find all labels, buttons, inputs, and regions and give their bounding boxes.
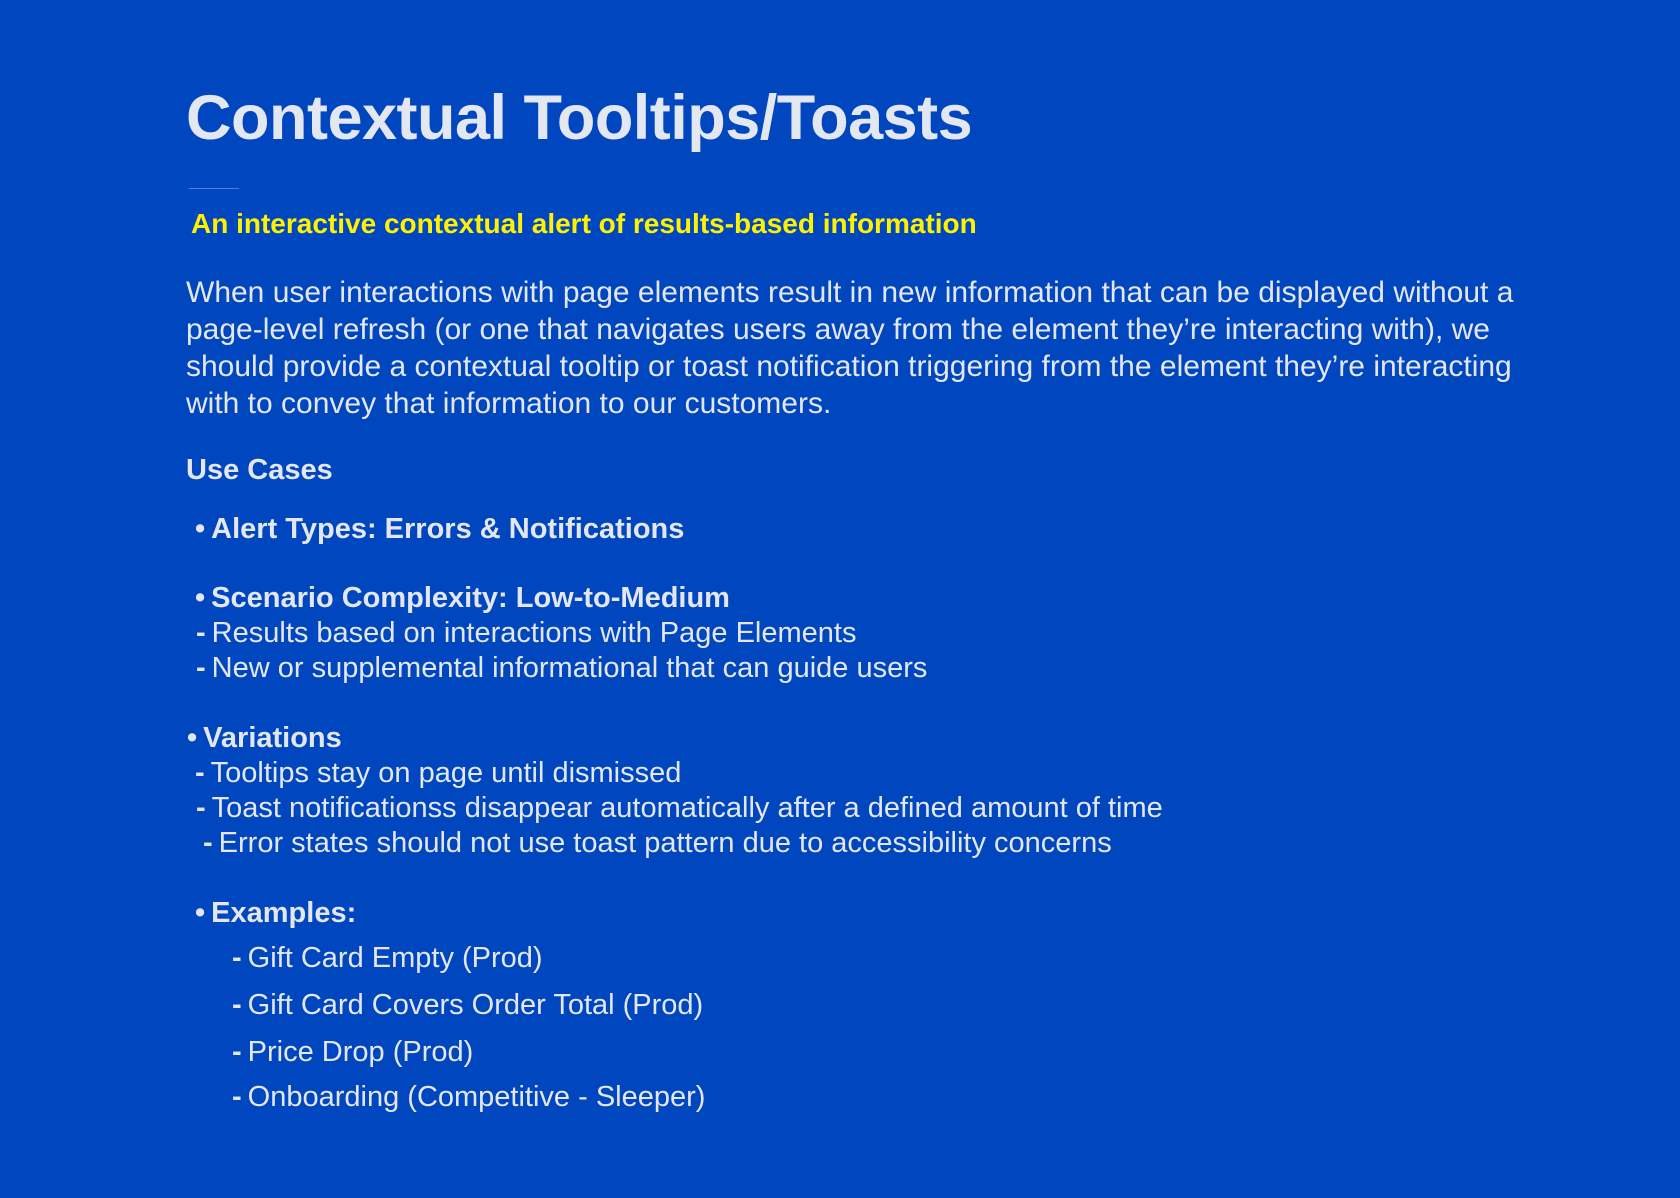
list-item [196, 615, 856, 651]
dash-mark: - [196, 792, 206, 824]
list-item-text: New or supplemental informational that can guide users [211, 652, 928, 684]
dash-mark: - [195, 757, 205, 789]
dash-mark: - [232, 1036, 242, 1068]
list-item [203, 825, 1112, 861]
list-item [196, 650, 927, 686]
scenario-complexity-item [195, 580, 730, 616]
examples-label: Examples: [211, 897, 357, 929]
example-text: Gift Card Empty (Prod) [247, 942, 543, 974]
example-item [232, 987, 703, 1023]
example-text: Onboarding (Competitive - Sleeper) [247, 1081, 706, 1113]
example-item [232, 940, 543, 976]
variations-label: Variations [203, 722, 342, 754]
scenario-complexity-label: Scenario Complexity: Low-to-Medium [211, 582, 730, 614]
subtitle: An interactive contextual alert of results-based information [191, 208, 977, 239]
dash-mark: - [196, 617, 206, 649]
example-item [232, 1034, 473, 1070]
bullet: • [187, 722, 198, 754]
dash-mark: - [196, 652, 206, 684]
example-item [232, 1079, 705, 1115]
alert-types-label: Alert Types: Errors & Notifications [211, 513, 685, 545]
list-item-text: Results based on interactions with Page Elements [211, 617, 857, 649]
list-item-text: Toast notificationss disappear automatically after a defined amount of time [211, 792, 1163, 824]
description-paragraph: When user interactions with page elements result in new information that can be displayed without a page-level refresh (or one that navigates users away from the element they’re interacting with), we should provide a contextual tooltip or toast notification triggering from the element they’re interacting with to convey that information to our customers. [186, 276, 1514, 420]
title-divider [189, 188, 239, 189]
bullet: • [195, 582, 206, 614]
dash-mark: - [203, 827, 213, 859]
example-text: Gift Card Covers Order Total (Prod) [247, 989, 704, 1021]
list-item [196, 790, 1163, 826]
list-item [195, 755, 681, 791]
examples-item [195, 895, 356, 931]
alert-types-item [195, 511, 684, 547]
list-item-text: Error states should not use toast pattern due to accessibility concerns [218, 827, 1112, 859]
dash-mark: - [232, 1081, 242, 1113]
page-title: Contextual Tooltips/Toasts [186, 83, 973, 153]
dash-mark: - [232, 942, 242, 974]
example-text: Price Drop (Prod) [247, 1036, 474, 1068]
use-cases-heading: Use Cases [186, 454, 333, 486]
bullet: • [195, 513, 206, 545]
list-item-text: Tooltips stay on page until dismissed [210, 757, 682, 789]
dash-mark: - [232, 989, 242, 1021]
bullet: • [195, 897, 206, 929]
variations-item [187, 720, 342, 756]
